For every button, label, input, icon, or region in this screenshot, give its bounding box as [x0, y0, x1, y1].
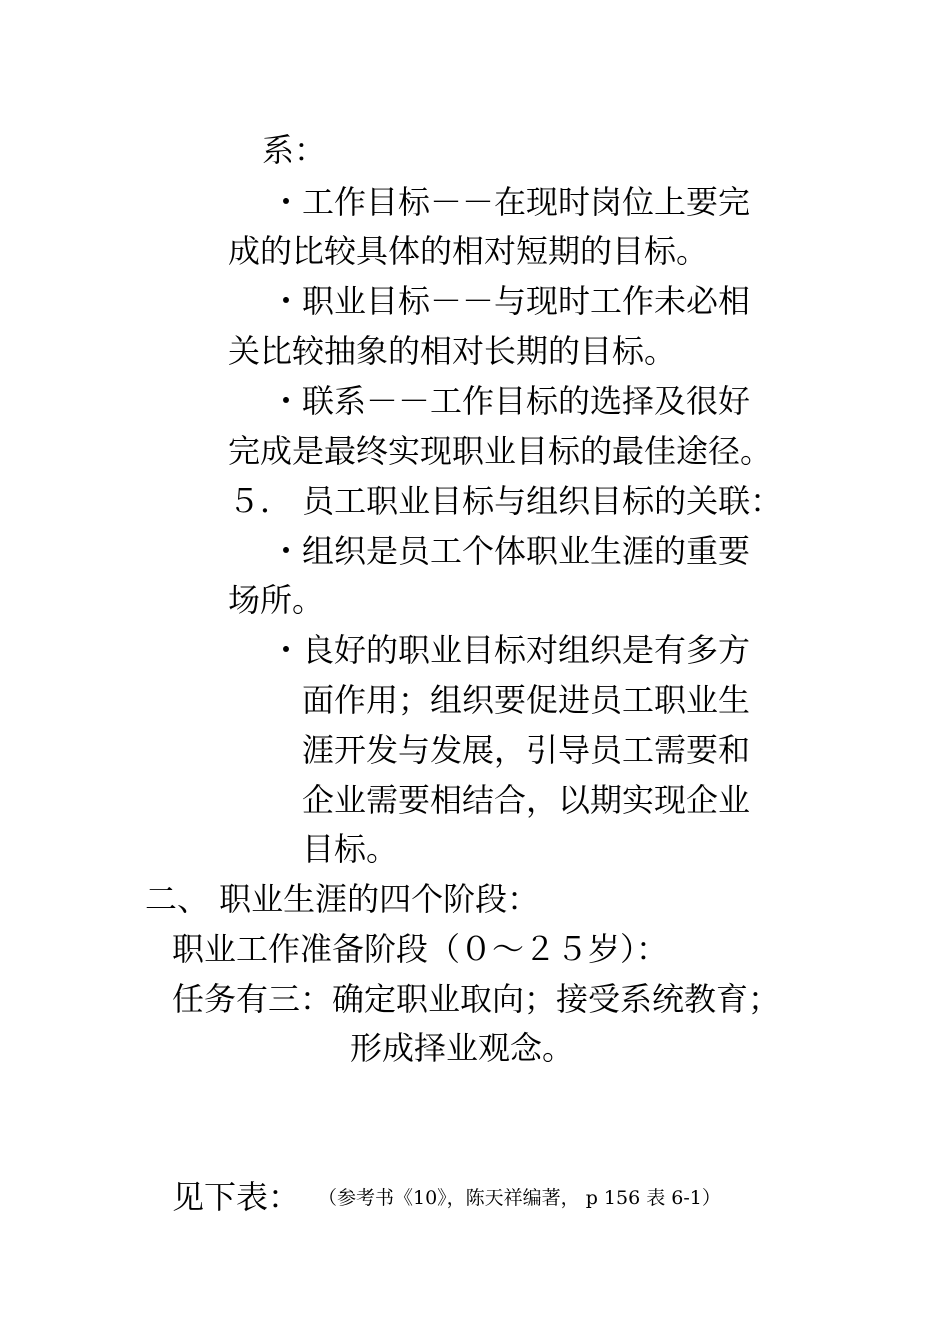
- stage-heading: 职业工作准备阶段（０～２５岁）：: [172, 930, 669, 968]
- reference-note: （参考书《10》，陈天祥编著， p 156 表 6-1）: [318, 1187, 721, 1209]
- tasks-line: 任务有三：确定职业取向；接受系统教育；: [172, 980, 781, 1018]
- section-heading-5: ５． 员工职业目标与组织目标的关联：: [228, 482, 783, 520]
- bullet-line-connection: ・联系－－工作目标的选择及很好: [270, 382, 751, 420]
- text-line-7: 完成是最终实现职业目标的最佳途径。: [228, 432, 773, 470]
- text-line-3: 成的比较具体的相对短期的目标。: [228, 232, 709, 270]
- bullet-line-good-goals: ・良好的职业目标对组织是有多方: [270, 631, 751, 669]
- text-line-15: 目标。: [302, 830, 399, 868]
- section-heading-two: 二、 职业生涯的四个阶段：: [145, 880, 540, 918]
- text-line-12: 面作用；组织要促进员工职业生: [302, 681, 751, 719]
- text-line-13: 涯开发与发展，引导员工需要和: [302, 731, 751, 769]
- text-line-10: 场所。: [228, 581, 325, 619]
- text-line-1: 系：: [262, 131, 327, 169]
- bullet-line-organization: ・组织是员工个体职业生涯的重要: [270, 532, 751, 570]
- text-line-14: 企业需要相结合，以期实现企业: [302, 781, 751, 819]
- see-table-label: 见下表：: [172, 1178, 301, 1216]
- text-line-5: 关比较抽象的相对长期的目标。: [228, 332, 677, 370]
- bullet-line-career-goal: ・职业目标－－与现时工作未必相: [270, 282, 751, 320]
- tasks-line-continued: 形成择业观念。: [350, 1029, 575, 1067]
- bullet-line-work-goal: ・工作目标－－在现时岗位上要完: [270, 183, 751, 221]
